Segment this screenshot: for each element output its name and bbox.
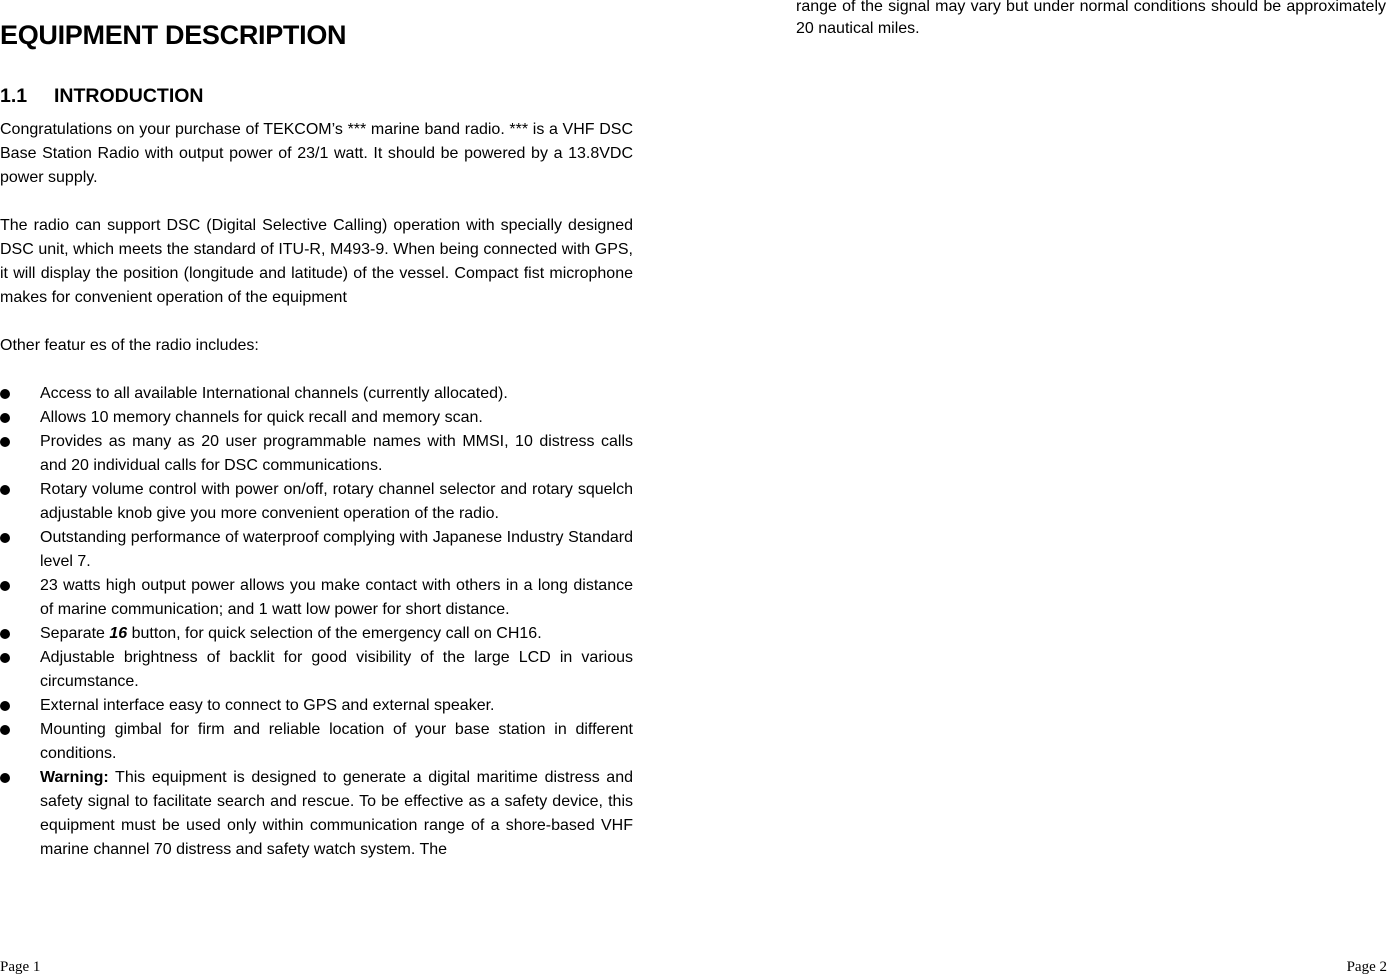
bullet-icon [0,533,10,543]
features-intro: Other featur es of the radio includes: [0,337,259,354]
bullet-icon [0,653,10,663]
bullet-icon [0,413,10,423]
continuation-text: range of the signal may vary but under normal conditions should be approximately 20 nautical miles. [796,0,1386,37]
bullet-icon [0,629,10,639]
page-number-left: Page 1 [0,959,41,975]
list-item: Access to all available International channels (currently allocated). [0,382,633,406]
bullet-icon [0,725,10,735]
page-left [0,0,640,978]
body-text [0,118,633,862]
bullet-icon [0,773,10,783]
bullet-icon [0,581,10,591]
warning-text: This equipment is designed to generate a digital maritime distress and safety signal to facilitate search and rescue. To be effective as a safety device, this equipment must be used only within communication range of a shore-based VHF marine channel 70 distress and safety watch system. The [40,769,633,858]
bullet-icon [0,485,10,495]
bullet-icon [0,437,10,447]
warning-item [0,766,633,862]
list-item: Mounting gimbal for firm and reliable location of your base station in different conditions. [0,718,633,766]
list-item: Outstanding performance of waterproof complying with Japanese Industry Standard level 7. [0,526,633,574]
section-heading [0,85,204,108]
dsc-paragraph: The radio can support DSC (Digital Selective Calling) operation with specially designed DSC unit, which meets the standard of ITU-R, M493-9. When being connected with GPS, it will display the position (longitude and latitude) of the vessel. Compact fist microphone makes for convenient operation of the equipment [0,217,633,306]
feature-list [0,382,633,862]
bullet-icon [0,389,10,399]
section-number: 1.1 [0,85,28,107]
list-item: Allows 10 memory channels for quick recall and memory scan. [0,406,633,430]
bullet-icon [0,701,10,711]
list-item: Provides as many as 20 user programmable names with MMSI, 10 distress calls and 20 individual calls for DSC communications. [0,430,633,478]
list-item: 23 watts high output power allows you make contact with others in a long distance of marine communication; and 1 watt low power for short distance. [0,574,633,622]
list-item: Rotary volume control with power on/off, rotary channel selector and rotary squelch adjustable knob give you more convenient operation of the radio. [0,478,633,526]
ch16-button-label: 16 [109,625,128,642]
page-right [796,0,1387,978]
intro-paragraph: Congratulations on your purchase of TEKCOM’s *** marine band radio. *** is a VHF DSC Base Station Radio with output power of 23/1 watt. It should be powered by a 13.8VDC power supply. [0,121,633,186]
list-item: Adjustable brightness of backlit for good visibility of the large LCD in various circumstance. [0,646,633,694]
list-item: External interface easy to connect to GPS and external speaker. [0,694,633,718]
chapter-title: EQUIPMENT DESCRIPTION [0,20,347,50]
list-item: Separate 16 button, for quick selection of the emergency call on CH16. [0,622,633,646]
section-title: INTRODUCTION [54,85,204,107]
page-number-right: Page 2 [1346,959,1387,975]
warning-label: Warning: [40,769,109,786]
